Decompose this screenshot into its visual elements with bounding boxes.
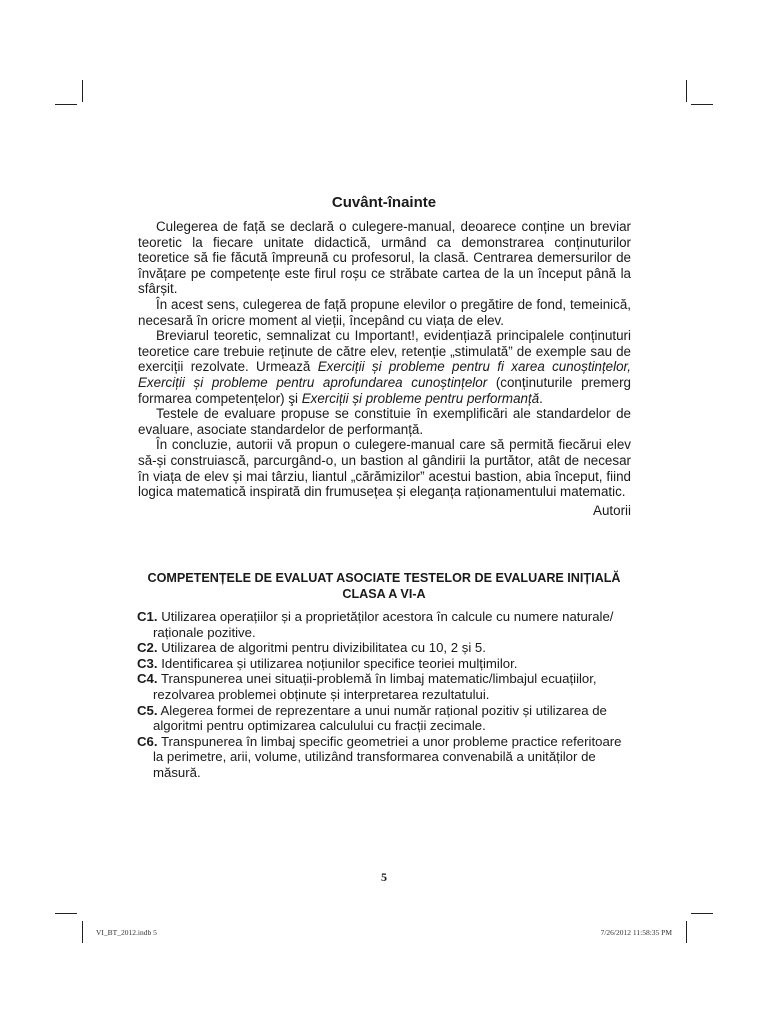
competences-list xyxy=(137,609,632,781)
competence-item xyxy=(137,703,632,734)
crop-mark xyxy=(691,104,713,105)
foreword-paragraph xyxy=(138,406,631,437)
competence-item xyxy=(137,609,632,640)
competence-code: C6. xyxy=(137,733,158,749)
competence-code: C3. xyxy=(137,655,158,671)
crop-mark xyxy=(55,104,77,105)
competence-item xyxy=(137,671,632,702)
foreword-paragraph xyxy=(138,297,631,328)
foreword-title: Cuvânt-înainte xyxy=(331,194,437,211)
slug-file: VI_BT_2012.indb 5 xyxy=(96,928,157,937)
crop-mark xyxy=(691,913,713,914)
foreword-signature: Autorii xyxy=(593,503,631,518)
paragraph-text: Testele de evaluare propuse se constituie în exemplificări ale standardelor de evaluare, asociate standardelor de performanță. xyxy=(138,406,631,437)
competence-code: C1. xyxy=(137,609,158,624)
competence-item xyxy=(137,656,632,672)
crop-mark xyxy=(55,913,77,914)
competence-item xyxy=(137,640,632,656)
competence-text: Transpunerea în limbaj specific geometriei a unor probleme practice referitoare la perimetre, arii, volume, utilizând transformarea convenabilă a unităților de măsură. xyxy=(153,733,622,780)
paragraph-text: Breviarul teoretic, semnalizat cu Important!, evidențiază principalele conținuturi teoretice care trebuie reținute de către elev, retenție „stimulată” de exemple sau de exerciții rezolvate. Urmează xyxy=(138,328,631,375)
foreword-paragraph xyxy=(138,219,631,297)
crop-mark xyxy=(686,921,687,943)
competence-text: Utilizarea de algoritmi pentru divizibilitatea cu 10, 2 și 5. xyxy=(157,640,486,656)
foreword-paragraph xyxy=(138,328,631,406)
crop-mark xyxy=(82,921,83,943)
slug-timestamp: 7/26/2012 11:58:35 PM xyxy=(600,928,672,937)
crop-mark xyxy=(82,80,83,102)
italic-text: Exerciții și probleme pentru fi xarea cunoștințelor, Exerciții și probleme pentru aprofundarea cunoștințelor xyxy=(138,359,631,390)
paragraph-text: (conținuturile premerg formarea competențelor) şi xyxy=(138,374,631,406)
competences-heading xyxy=(110,571,658,602)
italic-text: Exerciții și probleme pentru performanță xyxy=(301,390,540,406)
competence-text: Transpunerea unei situații-problemă în limbaj matematic/limbajul ecuațiilor, rezolvarea problemei obținute și interpretarea rezultatului. xyxy=(153,671,597,702)
foreword-body xyxy=(138,219,631,500)
competences-title-line-2: CLASA A VI-A xyxy=(342,586,426,601)
foreword-paragraph xyxy=(138,437,631,499)
competence-code: C2. xyxy=(137,640,158,656)
competence-text: Identificarea și utilizarea noțiunilor specifice teoriei mulțimilor. xyxy=(157,655,518,671)
competence-code: C4. xyxy=(137,671,158,687)
crop-mark xyxy=(686,80,687,102)
paragraph-text: Culegerea de față se declară o culegere-manual, deoarece conține un breviar teoretic la fiecare unitate didactică, urmând ca demonstrarea conținuturilor teoretice să fie făcută împreună cu profesorul, la clasă. Centrarea demersurilor de învățare pe competențe este firul roșu ce străbate cartea de la un început până la sfârșit. xyxy=(138,219,631,297)
competence-code: C5. xyxy=(137,702,158,718)
competence-text: Utilizarea operațiilor și a proprietăților acestora în calcule cu numere naturale/ raționale pozitive. xyxy=(153,609,614,640)
competence-text: Alegerea formei de reprezentare a unui număr rațional pozitiv și utilizarea de algoritmi pentru optimizarea calculului cu fracții zecimale. xyxy=(153,702,607,734)
paragraph-text: . xyxy=(539,390,543,406)
competences-title-line-1: COMPETENȚELE DE EVALUAT ASOCIATE TESTELOR DE EVALUARE INIȚIALĂ xyxy=(147,571,621,585)
competence-item xyxy=(137,734,632,781)
page-number: 5 xyxy=(381,870,387,884)
paragraph-text: În concluzie, autorii vă propun o culegere-manual care să permită fiecărui elev să-și construiască, parcurgând-o, un bastion al gândirii la purtător, atât de necesar în viața de elev și mai târziu, liantul „cărămizilor” acestui bastion, abia început, fiind logica matematică inspirată din frumusețea și eleganța raționamentului matematic. xyxy=(138,437,631,500)
paragraph-text: În acest sens, culegerea de față propune elevilor o pregătire de fond, temeinică, necesară în oricre moment al vieții, începând cu viața de elev. xyxy=(138,296,631,328)
